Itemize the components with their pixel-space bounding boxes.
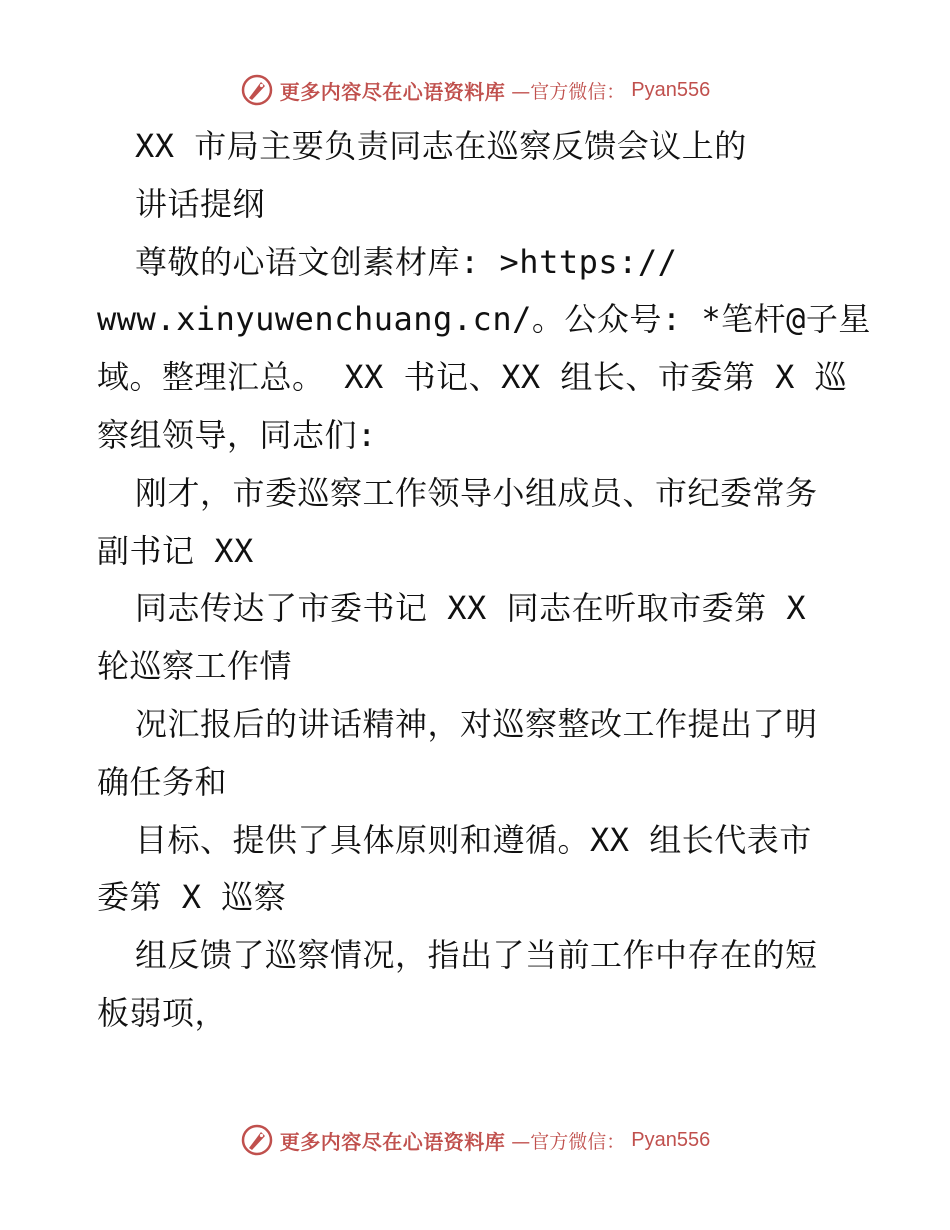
document-line: 轮巡察工作情	[97, 647, 293, 686]
document-line: 刚才，市委巡察工作领导小组成员、市纪委常务	[135, 473, 818, 512]
banner-contact-id: Pyan556	[631, 1128, 711, 1151]
banner-contact-label: —官方微信：	[511, 80, 626, 103]
footer-watermark-banner	[0, 1120, 950, 1160]
document-line: XX 市局主要负责同志在巡察反馈会议上的	[135, 127, 747, 165]
pen-nib-logo-icon	[240, 1123, 274, 1157]
document-line: 组反馈了巡察情况，指出了当前工作中存在的短	[135, 936, 818, 975]
document-line: 板弱项，	[97, 993, 228, 1032]
document-line: 尊敬的心语文创素材库: >https://	[135, 242, 678, 281]
document-body	[97, 118, 871, 1043]
document-line: 察组领导，同志们:	[97, 415, 377, 454]
document-line: 况汇报后的讲话精神，对巡察整改工作提出了明	[135, 704, 818, 743]
document-line: 同志传达了市委书记 XX 同志在听取市委第 X	[135, 589, 807, 628]
banner-contact-label: —官方微信：	[511, 1130, 626, 1153]
document-line: 委第 X 巡察	[97, 878, 287, 917]
document-line: 副书记 XX	[97, 531, 254, 570]
document-line: 确任务和	[97, 762, 228, 801]
document-line: 讲话提纲	[135, 184, 266, 223]
document-line: 域。整理汇总。 XX 书记、XX 组长、市委第 X 巡	[97, 358, 848, 397]
banner-contact-id: Pyan556	[631, 78, 711, 101]
banner-text: 更多内容尽在心语资料库	[279, 79, 506, 104]
banner-text: 更多内容尽在心语资料库	[279, 1129, 506, 1154]
document-line: www.xinyuwenchuang.cn/。公众号: *笔杆@子星	[97, 300, 871, 339]
pen-nib-logo-icon	[240, 73, 274, 107]
header-watermark-banner	[0, 70, 950, 110]
document-line: 目标、提供了具体原则和遵循。XX 组长代表市	[135, 820, 812, 859]
